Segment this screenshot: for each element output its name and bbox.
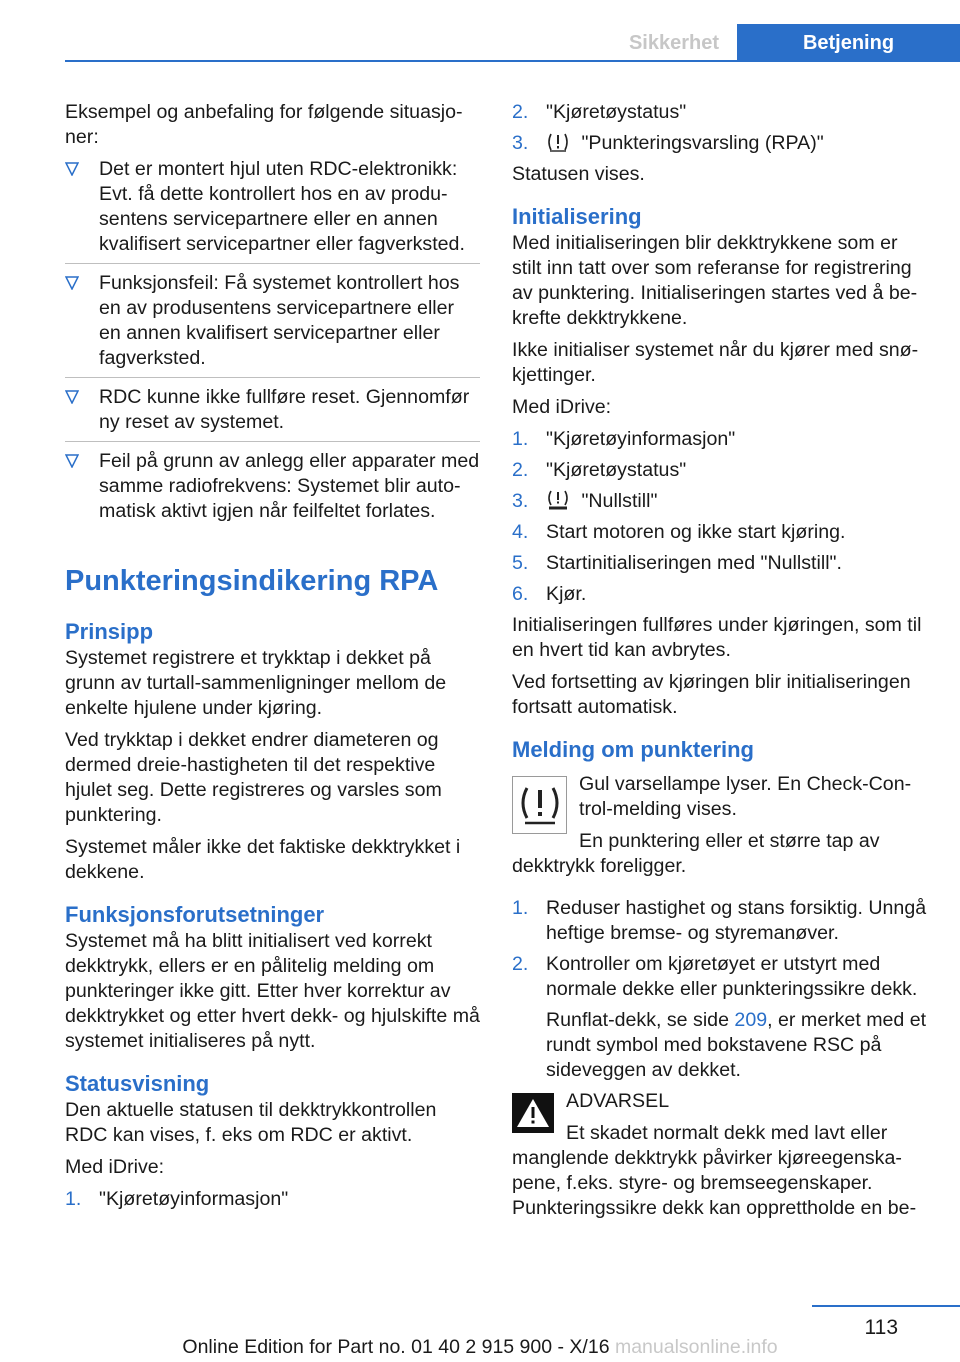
list-item	[512, 131, 927, 156]
step-number: 2.	[512, 101, 529, 123]
list-item	[512, 427, 927, 452]
situation-list	[65, 157, 480, 524]
step-number: 1.	[512, 897, 529, 919]
header-rule	[65, 60, 960, 62]
list-item	[65, 157, 480, 264]
tire-reset-icon	[546, 489, 570, 511]
list-item	[65, 1187, 480, 1212]
step-text: "Kjøretøystatus"	[546, 101, 687, 123]
list-item	[512, 582, 927, 607]
divider	[65, 441, 480, 442]
triangle-bullet-icon	[65, 390, 79, 404]
step-text: "Punkteringsvarsling (RPA)"	[581, 132, 824, 154]
step-text: "Nullstill"	[581, 490, 658, 512]
footer-rule	[812, 1305, 960, 1307]
warning-text: Et skadet normalt dekk med lavt eller manglende dekktrykk påvirker kjøreegenska-pene, f.eks. styre- og bremseegenskaper. Punkteringssikre dekk kan opprettholde en be-	[512, 1122, 917, 1219]
paragraph: Den aktuelle statusen til dekktrykkontrollen RDC kan vises, f. eks om RDC er aktivt.	[65, 1099, 437, 1146]
list-item	[65, 385, 480, 442]
tab-betjening[interactable]: Betjening	[737, 24, 960, 62]
statusvisning-heading: Statusvisning	[65, 1071, 210, 1096]
page-link[interactable]: 209	[734, 1009, 768, 1031]
list-item	[512, 896, 927, 946]
step-text: Reduser hastighet og stans forsiktig. Unngå heftige bremse- og styremanøver.	[546, 897, 927, 944]
tire-warning-icon	[546, 131, 570, 153]
tire-pressure-warning-icon	[512, 776, 567, 834]
triangle-bullet-icon	[65, 454, 79, 468]
warning-title: ADVARSEL	[566, 1090, 670, 1112]
step-text: Kontroller om kjøretøyet er utstyrt med normale dekke eller punkteringssikre dekk.	[546, 953, 918, 1000]
paragraph: En punktering eller et større tap av dekktrykk foreligger.	[512, 830, 880, 877]
paragraph: Systemet måler ikke det faktiske dekktrykket i dekkene.	[65, 836, 461, 883]
list-item	[512, 489, 927, 514]
paragraph: Systemet må ha blitt initialisert ved korrekt dekktrykk, ellers er en pålitelig melding om punkteringer ikke gitt. Etter hver korrektur av dekktrykket og etter hvert dekk- og hjulskifte må systemet initialiseres på nytt.	[65, 930, 480, 1052]
step-text: "Kjøretøystatus"	[546, 459, 687, 481]
warning-triangle-icon	[512, 1093, 554, 1133]
step-number: 3.	[512, 132, 529, 154]
init-steps	[512, 427, 927, 607]
section-title: Punkteringsindikering RPA	[65, 565, 439, 597]
step-number: 2.	[512, 953, 529, 975]
paragraph: Ved trykktap i dekket endrer diameteren og dermed dreie-hastigheten til det respektive hjulet seg. Dette registreres og varsles som punktering.	[65, 729, 442, 826]
paragraph: Ved fortsetting av kjøringen blir initialiseringen fortsatt automatisk.	[512, 671, 911, 718]
list-item	[512, 458, 927, 483]
tab-sikkerhet[interactable]: Sikkerhet	[611, 24, 737, 62]
paragraph: Statusen vises.	[512, 163, 645, 185]
bullet-text: Det er montert hjul uten RDC-elektronikk: Evt. få dette kontrollert hos en av produ-sentens servicepartnere eller en annen kvalifisert servicepartner eller fagverksted.	[99, 158, 465, 255]
step-text: "Kjøretøyinformasjon"	[546, 428, 736, 450]
bullet-text: Feil på grunn av anlegg eller apparater med samme radiofrekvens: Systemet blir auto-matisk aktivt igjen når feilfeltet forlates.	[99, 450, 480, 522]
step-number: 1.	[65, 1188, 82, 1210]
paragraph: Med iDrive:	[512, 396, 612, 418]
left-column	[65, 100, 480, 1218]
triangle-bullet-icon	[65, 276, 79, 290]
melding-steps	[512, 896, 927, 1083]
footer	[0, 1336, 960, 1359]
list-item	[512, 551, 927, 576]
paragraph: Gul varsellampe lyser. En Check-Con-trol-melding vises.	[579, 773, 912, 820]
list-item	[512, 952, 927, 1083]
melding-heading: Melding om punktering	[512, 737, 754, 762]
list-item	[512, 100, 927, 125]
step-number: 1.	[512, 428, 529, 450]
funksjonsforutsetninger-heading: Funksjonsforutsetninger	[65, 902, 325, 927]
list-item	[65, 449, 480, 524]
step-text: Start motoren og ikke start kjøring.	[546, 521, 846, 543]
step-text: Kjør.	[546, 583, 587, 605]
step-number: 2.	[512, 459, 529, 481]
right-column	[512, 100, 927, 1228]
step-number: 3.	[512, 490, 529, 512]
divider	[65, 263, 480, 264]
step-number: 4.	[512, 521, 529, 543]
status-steps-cont	[512, 100, 927, 156]
watermark: manualsonline.info	[614, 1336, 778, 1358]
status-steps	[65, 1187, 480, 1212]
intro-text: Eksempel og anbefaling for følgende situasjo-ner:	[65, 101, 463, 148]
step-number: 5.	[512, 552, 529, 574]
page-number: 113	[864, 1316, 898, 1339]
prinsipp-heading: Prinsipp	[65, 619, 154, 644]
paragraph: Initialiseringen fullføres under kjøringen, som til en hvert tid kan avbrytes.	[512, 614, 922, 661]
paragraph: Med initialiseringen blir dekktrykkene som er stilt inn tatt over som referanse for registrering av punktering. Initialiseringen startes ved å be-krefte dekktrykkene.	[512, 232, 918, 329]
step-text: "Kjøretøyinformasjon"	[99, 1188, 289, 1210]
edition-text: Online Edition for Part no. 01 40 2 915 900 - X/16	[182, 1336, 610, 1358]
bullet-text: RDC kunne ikke fullføre reset. Gjennomfør ny reset av systemet.	[99, 386, 470, 433]
step-number: 6.	[512, 583, 529, 605]
step-text: Startinitialiseringen med "Nullstill".	[546, 552, 842, 574]
list-item	[512, 520, 927, 545]
triangle-bullet-icon	[65, 162, 79, 176]
paragraph: Med iDrive:	[65, 1156, 165, 1178]
divider	[65, 377, 480, 378]
bullet-text: Funksjonsfeil: Få systemet kontrollert hos en av produsentens servicepartnere eller en annen kvalifisert servicepartner eller fagverksted.	[99, 272, 460, 369]
step-note: Runflat-dekk, se side 209, er merket med et rundt symbol med bokstavene RSC på sideveggen av dekket.	[546, 1009, 927, 1081]
initialisering-heading: Initialisering	[512, 204, 642, 229]
paragraph: Systemet registrere et trykktap i dekket på grunn av turtall-sammenligninger mellom de enkelte hjulene under kjøring.	[65, 647, 447, 719]
list-item	[65, 271, 480, 378]
paragraph: Ikke initialiser systemet når du kjører med snø-kjettinger.	[512, 339, 919, 386]
